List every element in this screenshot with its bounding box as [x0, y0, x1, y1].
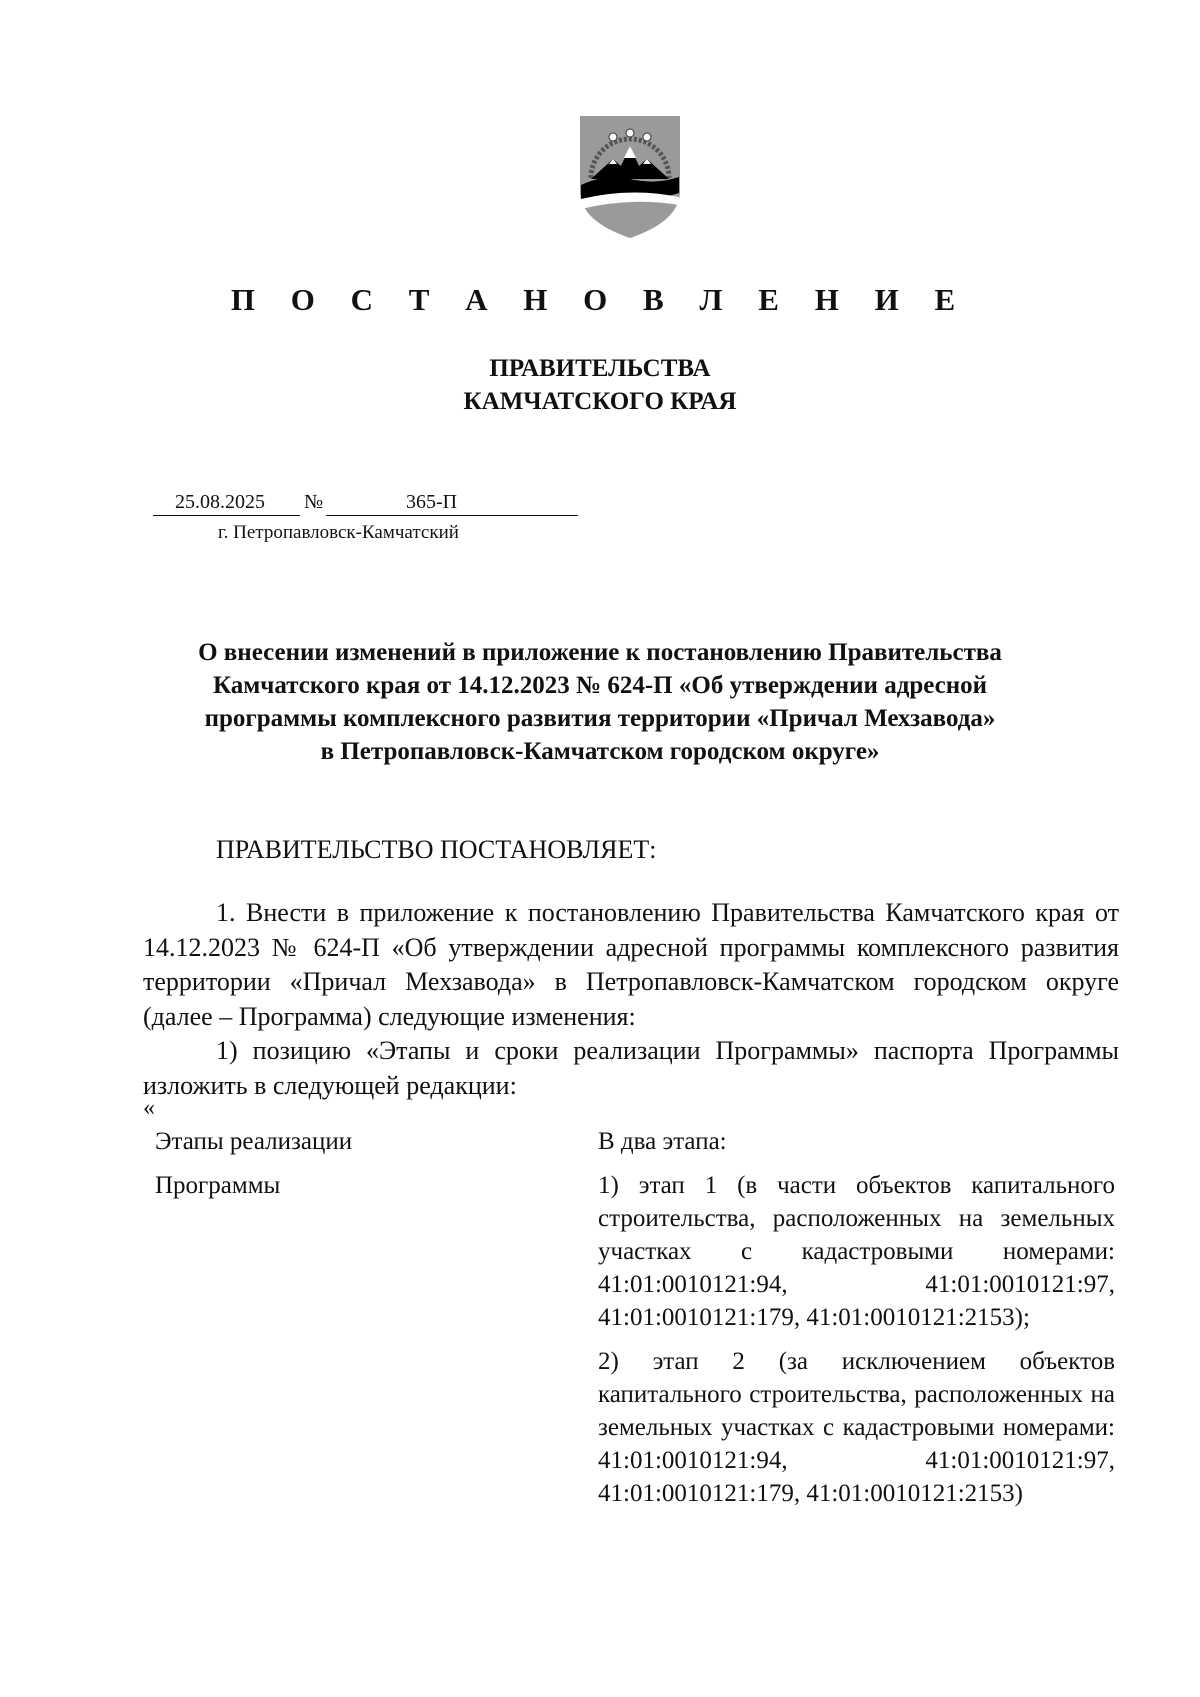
issuing-authority [0, 352, 1200, 418]
authority-line-2: КАМЧАТСКОГО КРАЯ [463, 388, 737, 415]
city-name: г. Петропавловск-Камчатский [218, 522, 459, 543]
stage-1: 1) этап 1 (в части объектов капитального строительства, расположенных на земельных участках с кадастровыми номерами: 41:01:0010121:94, 41:01:0010121:97, 41:01:0010121:179, 41:01:0010121:2153); [598, 1172, 1115, 1331]
stage-2: 2) этап 2 (за исключением объектов капитального строительства, расположенных на земельных участках с кадастровыми номерами: 41:01:0010121:94, 41:01:0010121:97, 41:01:0010121:179, 41:01:0010121:2153) [598, 1348, 1115, 1507]
table-right-column [598, 1125, 1115, 1521]
position-name-line-1: Этапы реализации [155, 1128, 353, 1155]
subject-line: Камчатского края от 14.12.2023 № 624-П «Об утверждении адресной [212, 672, 988, 699]
position-name-line-2: Программы [155, 1172, 281, 1199]
document-title: П О С Т А Н О В Л Е Н И Е [230, 282, 970, 317]
number-sign: № [304, 491, 324, 513]
paragraph-2: 1) позицию «Этапы и сроки реализации Программы» паспорта Программы изложить в следующей редакции: [143, 1036, 1119, 1100]
decree-statement: ПРАВИТЕЛЬСТВО ПОСТАНОВЛЯЕТ: [216, 835, 657, 864]
subject-line: О внесении изменений в приложение к постановлению Правительства [198, 639, 1002, 666]
document-number: 365-П [406, 491, 458, 513]
document-subject [150, 636, 1050, 768]
paragraph-1: 1. Внести в приложение к постановлению Правительства Камчатского края от 14.12.2023 № 624-П «Об утверждении адресной программы комплексного развития территории «Причал Мехзавода» в Петропавловск-Камчатском городском округе (далее – Программа) следующие изменения: [143, 898, 1119, 1031]
stages-intro: В два этапа: [598, 1128, 727, 1155]
opening-quote: « [143, 1095, 155, 1121]
authority-line-1: ПРАВИТЕЛЬСТВА [489, 355, 711, 382]
kamchatka-coat-of-arms-icon [577, 113, 683, 241]
subject-line: программы комплексного развития территории «Причал Мехзавода» [204, 705, 996, 732]
document-date: 25.08.2025 [175, 491, 265, 513]
table-left-column [155, 1125, 535, 1213]
document-body [143, 896, 1119, 1103]
date-number-line [153, 491, 578, 519]
subject-line: в Петропавловск-Камчатском городском округе» [320, 738, 880, 765]
